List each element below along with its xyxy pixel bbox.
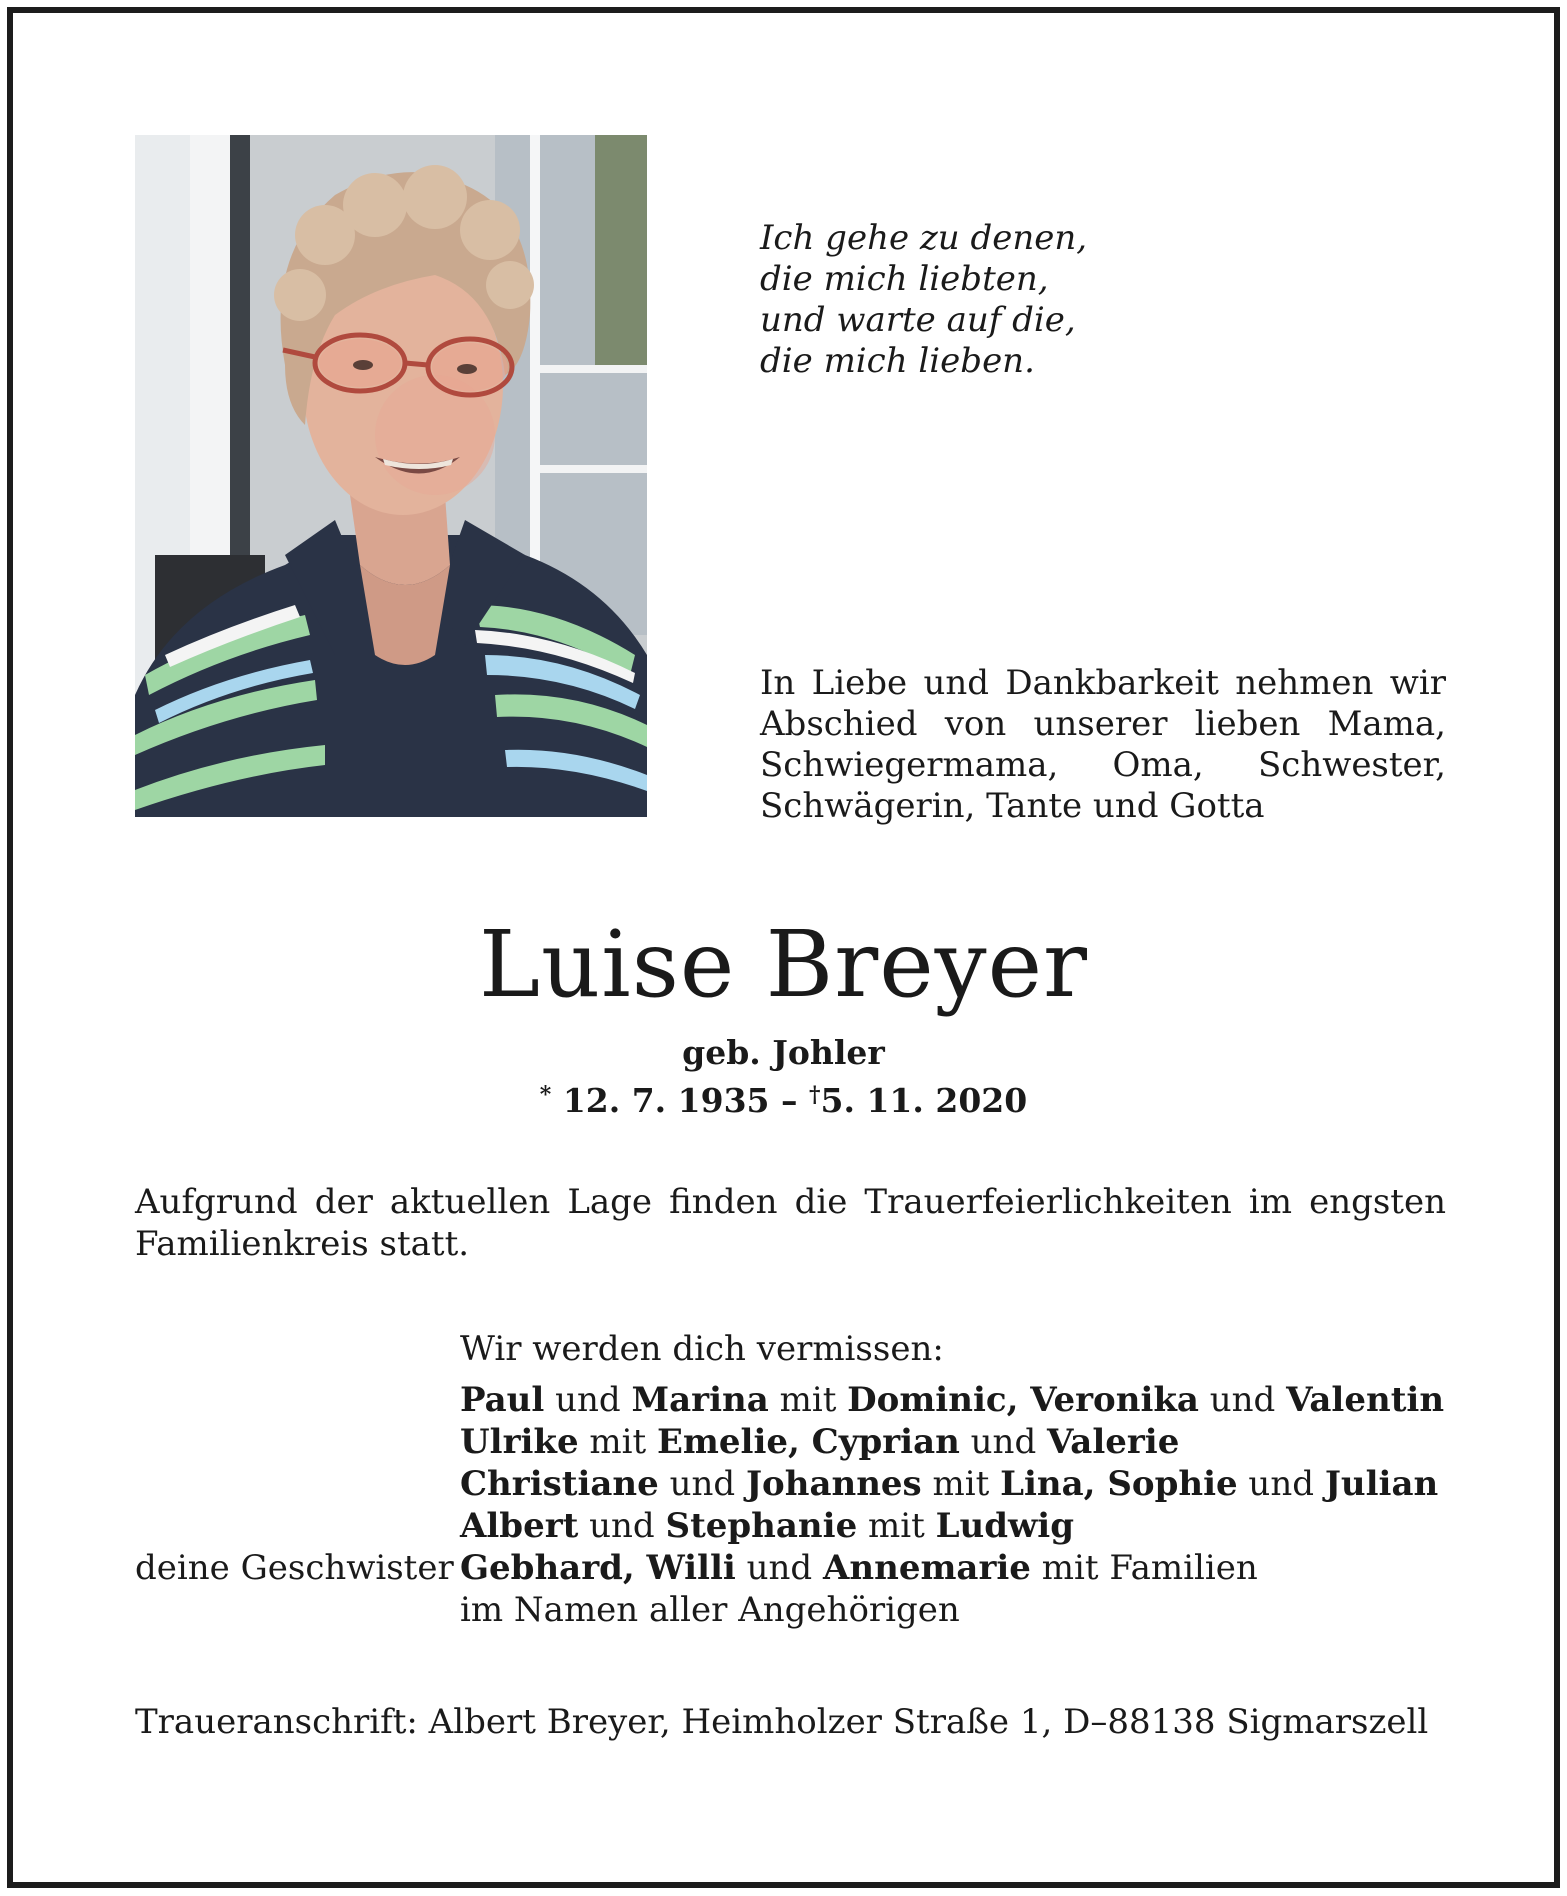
- family-line: [460, 1505, 1444, 1547]
- family-connector: und: [735, 1548, 823, 1588]
- poem-line: und warte auf die,: [760, 300, 1076, 340]
- poem-line: die mich liebten,: [760, 259, 1049, 299]
- poem-line: Ich gehe zu denen,: [760, 218, 1088, 258]
- death-symbol: †: [809, 1082, 821, 1108]
- family-connector: und: [959, 1422, 1048, 1462]
- family-name: Albert: [460, 1506, 579, 1546]
- family-connector: und: [1237, 1464, 1325, 1504]
- family-name: Christiane: [460, 1464, 659, 1504]
- funeral-notice: Aufgrund der aktuellen Lage finden die Trauerfeierlichkeiten im engsten Familienkreis statt.: [135, 1182, 1446, 1264]
- family-connector: mit: [768, 1380, 848, 1420]
- family-connector: und: [544, 1380, 632, 1420]
- family-connector: mit Familien: [1030, 1548, 1258, 1588]
- family-connector: und: [658, 1464, 746, 1504]
- family-name: Julian: [1324, 1464, 1439, 1504]
- family-name: Stephanie: [665, 1506, 858, 1546]
- family-connector: mit: [921, 1464, 1001, 1504]
- portrait-photo: [135, 135, 647, 817]
- family-line: im Namen aller Angehörigen: [460, 1590, 960, 1630]
- family-connector: und: [1198, 1380, 1287, 1420]
- farewell-intro: In Liebe und Dankbarkeit nehmen wir Abschied von unserer lieben Mama, Schwiegermama, Oma, Schwester, Schwägerin, Tante und Gotta: [760, 663, 1446, 826]
- death-date: 5. 11. 2020: [820, 1081, 1028, 1120]
- family-line: [460, 1379, 1444, 1421]
- family-name: Ludwig: [935, 1506, 1074, 1546]
- miss-heading: Wir werden dich vermissen:: [460, 1329, 944, 1369]
- date-separator: –: [781, 1081, 798, 1120]
- life-dates: [13, 1075, 1554, 1121]
- maiden-name: geb. Johler: [682, 1033, 885, 1072]
- family-connector: mit: [578, 1422, 657, 1462]
- siblings-label: deine Geschwister: [135, 1548, 454, 1588]
- family-name: Dominic, Veronika: [847, 1380, 1199, 1420]
- birth-symbol: *: [539, 1082, 552, 1108]
- family-line: [460, 1421, 1444, 1463]
- portrait-image: [135, 135, 647, 817]
- family-name: Gebhard, Willi: [460, 1548, 736, 1588]
- obituary-frame: [7, 7, 1560, 1888]
- family-connector: mit: [857, 1506, 936, 1546]
- family-line: [460, 1547, 1444, 1589]
- deceased-name: Luise Breyer: [478, 911, 1089, 1018]
- family-name: Ulrike: [460, 1422, 579, 1462]
- family-line: [460, 1463, 1444, 1505]
- poem-line: die mich lieben.: [760, 341, 1035, 381]
- family-name: Valentin: [1286, 1380, 1445, 1420]
- family-list: [460, 1379, 1444, 1631]
- family-name: Lina, Sophie: [1000, 1464, 1238, 1504]
- mourning-address: Traueranschrift: Albert Breyer, Heimholzer Straße 1, D–88138 Sigmarszell: [135, 1702, 1429, 1742]
- family-name: Annemarie: [823, 1548, 1031, 1588]
- family-name: Paul: [460, 1380, 545, 1420]
- family-name: Valerie: [1047, 1422, 1180, 1462]
- family-name: Marina: [631, 1380, 769, 1420]
- family-connector: und: [578, 1506, 666, 1546]
- family-name: Emelie, Cyprian: [657, 1422, 960, 1462]
- family-name: Johannes: [745, 1464, 922, 1504]
- birth-date: 12. 7. 1935: [562, 1081, 770, 1120]
- poem: [760, 218, 1087, 382]
